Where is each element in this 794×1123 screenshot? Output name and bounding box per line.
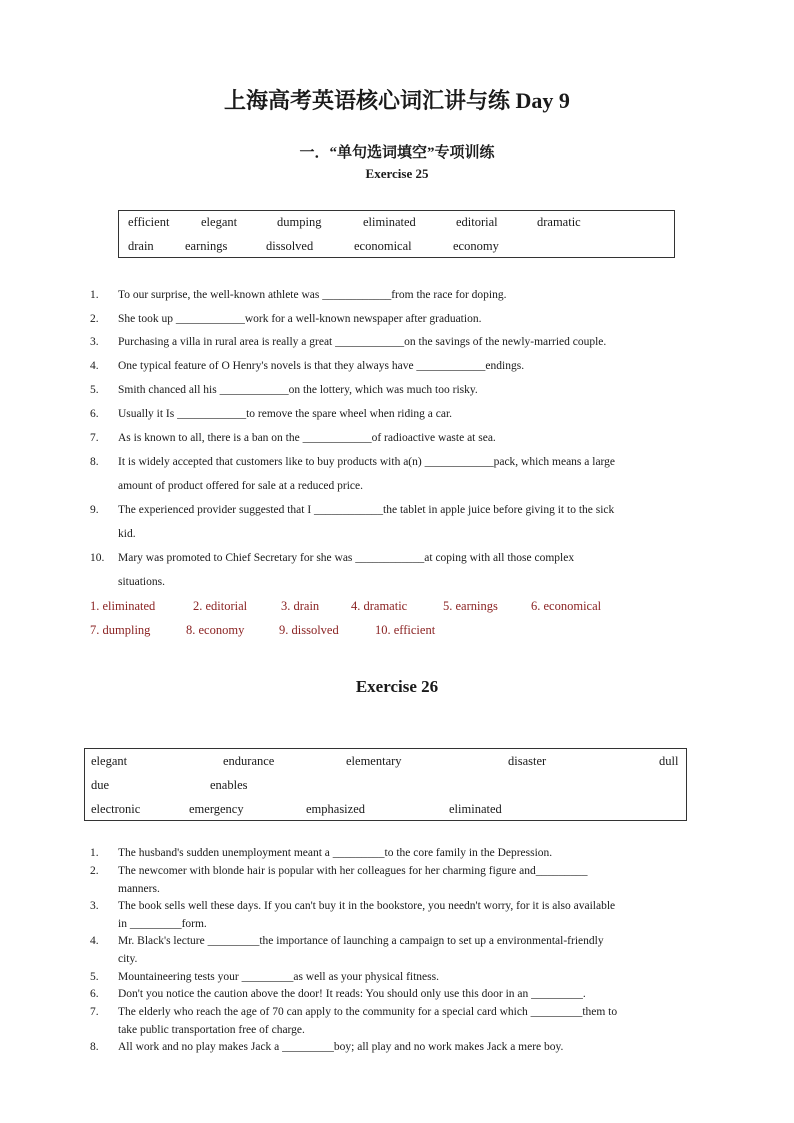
question-text-line: amount of product offered for sale at a reduced price.	[118, 480, 364, 492]
question-number: 7.	[90, 432, 99, 444]
question-text-line: manners.	[118, 882, 160, 895]
section-subtitle: 一．“单句选词填空”专项训练	[299, 145, 495, 161]
answer-item: 5. earnings	[443, 599, 498, 613]
word-bank-item: earnings	[185, 239, 228, 253]
question-text-line: The newcomer with blonde hair is popular with her colleagues for her charming figure and_________	[118, 865, 588, 877]
word-bank-item: endurance	[223, 754, 275, 768]
question-text-line: city.	[118, 952, 138, 965]
word-bank-item: dumping	[277, 215, 322, 229]
word-bank-item: emphasized	[306, 802, 366, 816]
answer-item: 3. drain	[281, 599, 320, 613]
question-text-line: To our surprise, the well-known athlete was ____________from the race for doping.	[118, 289, 507, 301]
question-text-line: Purchasing a villa in rural area is really a great ____________on the savings of the newly-married couple.	[118, 336, 607, 348]
answer-item: 6. economical	[531, 599, 602, 613]
word-bank-item: drain	[128, 239, 154, 253]
question-text-line: kid.	[118, 528, 136, 540]
question-text-line: Usually it Is ____________to remove the spare wheel when riding a car.	[118, 408, 453, 420]
question-text-line: All work and no play makes Jack a _________boy; all play and no work makes Jack a mere boy.	[118, 1041, 564, 1053]
question-text-line: As is known to all, there is a ban on the ____________of radioactive waste at sea.	[118, 432, 496, 444]
answer-item: 7. dumpling	[90, 623, 151, 637]
question-number: 1.	[90, 289, 99, 301]
question-text-line: The experienced provider suggested that I ____________the tablet in apple juice before giving it to the sick	[118, 504, 615, 516]
question-number: 9.	[90, 504, 99, 516]
answer-item: 4. dramatic	[351, 599, 408, 613]
question-number: 6.	[90, 408, 99, 420]
word-bank-item: economy	[453, 239, 499, 253]
question-number: 5.	[90, 971, 99, 983]
question-number: 2.	[90, 313, 99, 325]
word-bank-item: dull	[659, 754, 679, 768]
word-bank-item: disaster	[508, 754, 547, 768]
word-bank-item: elegant	[201, 215, 238, 229]
question-number: 4.	[90, 360, 99, 372]
question-number: 1.	[90, 847, 99, 859]
word-bank-item: emergency	[189, 802, 244, 816]
question-text-line: in _________form.	[118, 917, 207, 930]
question-text-line: Mr. Black's lecture _________the importance of launching a campaign to set up a environmental-friendly	[118, 935, 604, 947]
question-number: 2.	[90, 865, 99, 877]
question-text-line: situations.	[118, 576, 165, 588]
question-text-line: The elderly who reach the age of 70 can apply to the community for a special card which _________them to	[118, 1006, 618, 1018]
question-text-line: Mary was promoted to Chief Secretary for she was ____________at coping with all those complex	[118, 552, 575, 564]
answer-item: 10. efficient	[375, 623, 436, 637]
question-number: 7.	[90, 1006, 99, 1018]
word-bank-item: dramatic	[537, 215, 581, 229]
word-bank-item: due	[91, 778, 110, 792]
question-number: 10.	[90, 552, 105, 564]
question-number: 3.	[90, 900, 99, 912]
question-text-line: The husband's sudden unemployment meant a _________to the core family in the Depression.	[118, 847, 553, 859]
question-text-line: Don't you notice the caution above the door! It reads: You should only use this door in an _________.	[118, 988, 586, 1000]
question-text-line: One typical feature of O Henry's novels is that they always have ____________endings.	[118, 360, 525, 372]
word-bank-item: elegant	[91, 754, 128, 768]
word-bank-item: efficient	[128, 215, 170, 229]
question-number: 6.	[90, 988, 99, 1000]
word-bank-item: electronic	[91, 802, 141, 816]
exercise-25-word-bank	[118, 210, 675, 258]
question-number: 4.	[90, 935, 99, 947]
exercise-26-word-bank	[84, 748, 687, 821]
question-number: 3.	[90, 336, 99, 348]
answer-item: 9. dissolved	[279, 623, 339, 637]
exercise-25-heading: Exercise 25	[365, 166, 429, 181]
question-number: 8.	[90, 456, 99, 468]
exercise-26-heading: Exercise 26	[355, 677, 439, 696]
word-bank-item: elementary	[346, 754, 402, 768]
question-text-line: take public transportation free of charge.	[118, 1023, 305, 1036]
question-text-line: She took up ____________work for a well-known newspaper after graduation.	[118, 313, 482, 325]
answer-item: 1. eliminated	[90, 599, 156, 613]
answer-item: 2. editorial	[193, 599, 248, 613]
word-bank-item: enables	[210, 778, 248, 792]
question-number: 5.	[90, 384, 99, 396]
question-text-line: It is widely accepted that customers like to buy products with a(n) ____________pack, which means a large	[118, 456, 616, 468]
word-bank-item: editorial	[456, 215, 498, 229]
word-bank-item: eliminated	[363, 215, 416, 229]
word-bank-item: dissolved	[266, 239, 314, 253]
question-number: 8.	[90, 1041, 99, 1053]
page-title: 上海高考英语核心词汇讲与练 Day 9	[224, 88, 570, 113]
answer-item: 8. economy	[186, 623, 245, 637]
question-text-line: Mountaineering tests your _________as well as your physical fitness.	[118, 971, 439, 983]
word-bank-item: eliminated	[449, 802, 502, 816]
question-text-line: Smith chanced all his ____________on the lottery, which was much too risky.	[118, 384, 478, 396]
question-text-line: The book sells well these days. If you can't buy it in the bookstore, you needn't worry, for it is also available	[118, 900, 616, 912]
word-bank-item: economical	[354, 239, 412, 253]
